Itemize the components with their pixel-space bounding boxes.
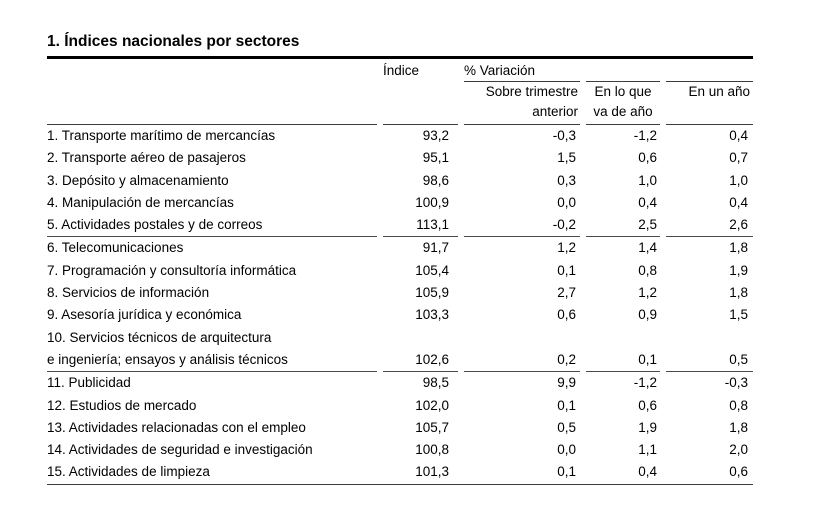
table-header-group-row: [47, 59, 753, 81]
ytd-variation: 1,4: [638, 240, 657, 256]
sector-name: 4. Manipulación de mercancías: [47, 194, 234, 210]
quarter-variation: 0,1: [557, 464, 576, 480]
index-value: 103,3: [415, 307, 449, 323]
ytd-variation: 0,1: [586, 349, 660, 372]
annual-variation: 0,5: [666, 349, 753, 372]
table-row: [47, 417, 753, 439]
sector-name: 3. Depósito y almacenamiento: [47, 172, 229, 188]
index-value: 101,3: [415, 464, 449, 480]
subheader-ytd: [586, 81, 660, 125]
ytd-variation: 2,5: [586, 214, 660, 237]
quarter-variation: -0,2: [464, 214, 580, 237]
quarter-variation: 0,0: [557, 442, 576, 458]
index-value: 98,5: [422, 375, 449, 391]
index-value: 105,9: [415, 285, 449, 301]
table-row: [47, 192, 753, 214]
sector-name: 11. Publicidad: [47, 375, 131, 391]
national-indices-table: [47, 32, 753, 485]
table-body: [47, 125, 753, 485]
subheader-ytd-line1: En lo que: [594, 84, 652, 99]
quarter-variation: 0,1: [557, 397, 576, 413]
quarter-variation: 0,0: [557, 194, 576, 210]
annual-variation: 1,8: [729, 285, 748, 301]
ytd-variation: 0,4: [638, 464, 657, 480]
header-spacer: [666, 59, 753, 81]
quarter-variation: 2,7: [557, 285, 576, 301]
annual-variation: 1,8: [729, 240, 748, 256]
table-row: [47, 461, 753, 483]
sector-name-line2: e ingeniería; ensayos y análisis técnicos: [47, 351, 288, 367]
subheader-spacer: [47, 81, 377, 125]
table-row: [47, 260, 753, 282]
index-value: 98,6: [422, 172, 449, 188]
index-value: 91,7: [422, 240, 449, 256]
table-row: [47, 304, 753, 326]
index-value: 95,1: [422, 150, 449, 166]
subheader-year: [666, 81, 753, 125]
annual-variation: 0,4: [729, 194, 748, 210]
sector-name: 9. Asesoría jurídica y económica: [47, 307, 242, 323]
sector-name: 1. Transporte marítimo de mercancías: [47, 128, 276, 143]
quarter-variation: 9,9: [557, 375, 576, 391]
index-value: 105,4: [415, 262, 449, 278]
annual-variation: 0,6: [729, 464, 748, 480]
header-indice: Índice: [383, 63, 420, 78]
annual-variation: -0,3: [724, 375, 748, 391]
ytd-variation: 0,6: [638, 397, 657, 413]
sector-name: 12. Estudios de mercado: [47, 397, 197, 413]
index-value: 105,7: [415, 419, 449, 435]
annual-variation: 1,9: [729, 262, 748, 278]
sector-name: 14. Actividades de seguridad e investigación: [47, 442, 313, 458]
quarter-variation: 1,5: [557, 150, 576, 166]
annual-variation: 1,5: [729, 307, 748, 323]
quarter-variation: -0,3: [552, 128, 576, 143]
ytd-variation: 1,9: [638, 419, 657, 435]
table-row: [47, 147, 753, 169]
table-row: [47, 439, 753, 461]
annual-variation: 1,8: [729, 419, 748, 435]
quarter-variation: 0,2: [464, 349, 580, 372]
subheader-quarter-line1: Sobre trimestre: [485, 84, 578, 99]
ytd-variation: -1,2: [633, 375, 657, 391]
table-row: [47, 395, 753, 417]
header-spacer: [47, 59, 377, 81]
subheader-ytd-line2: va de año: [593, 104, 653, 119]
table-row: [47, 125, 753, 147]
index-value: 102,0: [415, 397, 449, 413]
ytd-variation: 1,1: [638, 442, 657, 458]
table-row: [47, 372, 753, 394]
sector-name: 2. Transporte aéreo de pasajeros: [47, 150, 246, 166]
table-row: [47, 282, 753, 304]
subheader-year-line1: En un año: [688, 84, 750, 99]
ytd-variation: 0,8: [638, 262, 657, 278]
sector-name: 13. Actividades relacionadas con el empleo: [47, 419, 306, 435]
annual-variation: 0,8: [729, 397, 748, 413]
index-value: 100,9: [415, 194, 449, 210]
annual-variation: 2,6: [666, 214, 753, 237]
table-subheader-row: [47, 81, 753, 125]
ytd-variation: 0,6: [638, 150, 657, 166]
annual-variation: 1,0: [729, 172, 748, 188]
quarter-variation: 0,5: [557, 419, 576, 435]
quarter-variation: 1,2: [557, 240, 576, 256]
sector-name: 5. Actividades postales y de correos: [47, 214, 377, 237]
quarter-variation: 0,6: [557, 307, 576, 323]
index-value: 102,6: [383, 349, 458, 372]
table-row: [47, 237, 753, 259]
subheader-quarter: [464, 81, 580, 125]
quarter-variation: 0,3: [557, 172, 576, 188]
ytd-variation: 1,2: [638, 285, 657, 301]
sector-name: 6. Telecomunicaciones: [47, 240, 184, 256]
annual-variation: 2,0: [729, 442, 748, 458]
header-variacion-group: % Variación: [464, 63, 536, 78]
sector-name: [47, 327, 377, 373]
index-value: 113,1: [383, 214, 458, 237]
annual-variation: 0,7: [729, 150, 748, 166]
ytd-variation: -1,2: [633, 128, 657, 143]
index-value: 93,2: [422, 128, 449, 143]
ytd-variation: 0,4: [638, 194, 657, 210]
ytd-variation: 0,9: [638, 307, 657, 323]
table-row: [47, 170, 753, 192]
quarter-variation: 0,1: [557, 262, 576, 278]
sector-name: 8. Servicios de información: [47, 285, 210, 301]
table-row: [47, 214, 753, 237]
header-spacer: [586, 59, 660, 81]
sector-name: 15. Actividades de limpieza: [47, 464, 210, 480]
index-value: 100,8: [415, 442, 449, 458]
ytd-variation: 1,0: [638, 172, 657, 188]
sector-name: 7. Programación y consultoría informática: [47, 262, 297, 278]
annual-variation: 0,4: [729, 128, 748, 143]
sector-name-line1: 10. Servicios técnicos de arquitectura: [47, 329, 272, 345]
page-title: 1. Índices nacionales por sectores: [47, 33, 300, 50]
table-row: [47, 327, 753, 373]
subheader-spacer: [383, 81, 458, 125]
subheader-quarter-line2: anterior: [532, 104, 578, 119]
